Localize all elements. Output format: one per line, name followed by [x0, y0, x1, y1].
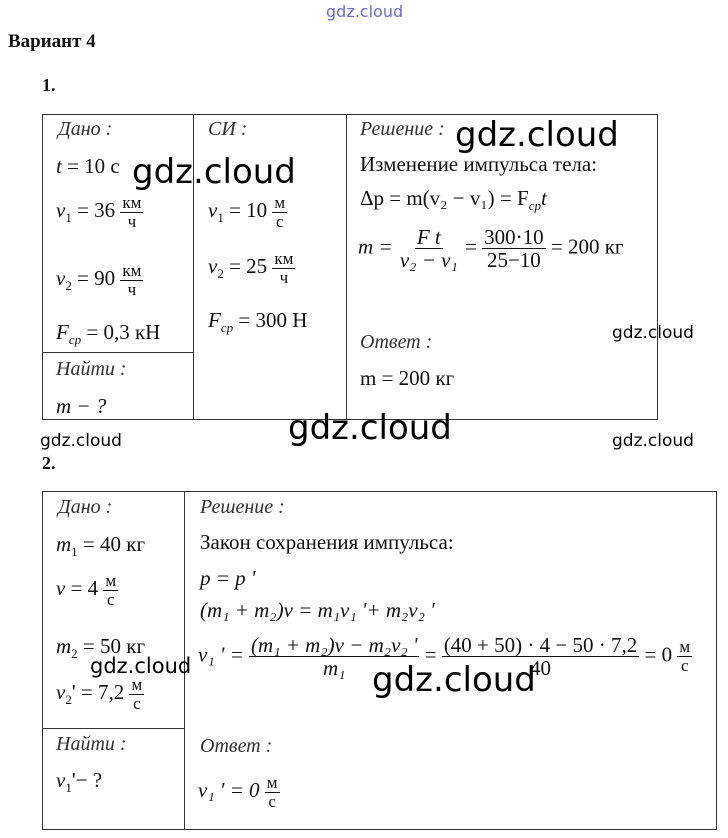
p1-solution-header: Решение :	[360, 118, 445, 140]
p1-si-header: СИ :	[208, 118, 248, 140]
watermark[interactable]: gdz.cloud	[612, 431, 694, 451]
p2-eq3: v₁ ' = $\frac{\text{(m₁ + m₂)v − m₂v₂ '}}{\text{m₁}}$ = $\frac{(40 + 50) \cdot 4 - 50 \cdot 7,2}{40}$ = 0 $\frac{м}{с}$	[198, 633, 691, 681]
p1-divider-2	[346, 114, 347, 420]
watermark[interactable]: gdz.cloud	[612, 323, 694, 343]
watermark-top[interactable]: gdz.cloud	[326, 2, 404, 21]
p2-solution-header: Решение :	[200, 496, 285, 518]
p1-given-t: t = 10 с	[56, 154, 120, 178]
watermark[interactable]: gdz.cloud	[40, 431, 122, 451]
p2-given-header: Дано :	[58, 496, 113, 518]
p1-given-header: Дано :	[58, 118, 113, 140]
p1-find: m − ?	[56, 394, 107, 418]
p1-given-v2: $v_2 = 90$ $\frac{км}{ч}$	[56, 261, 142, 299]
p1-eq2: m = $\frac{\text{F t}}{\text{v₂ − v₁}}$ = $\frac{300\cdot 10}{25-10}$ = 200 кг	[358, 225, 624, 273]
p1-answer: m = 200 кг	[360, 366, 455, 390]
p1-eq1: $\Delta p = m(v_2 - v_1) = F_{ср}t$	[360, 186, 547, 213]
p2-find: $v_1'-$ ?	[56, 768, 103, 795]
p1-si-v1: $v_1 = 10$ $\frac{м}{с}$	[208, 193, 286, 231]
watermark[interactable]: gdz.cloud	[132, 152, 296, 192]
p1-find-header: Найти :	[56, 358, 127, 380]
watermark[interactable]: gdz.cloud	[372, 660, 536, 700]
watermark[interactable]: gdz.cloud	[455, 115, 619, 155]
p2-given-m1: $m_1 = 40$ кг	[56, 532, 146, 559]
p1-solution-line1: Изменение импульса тела:	[360, 152, 598, 176]
p2-given-v2: $v_2' = 7,2$ $\frac{м}{с}$	[56, 675, 143, 713]
p1-si-F: $F_{ср} = 300$ Н	[208, 308, 308, 335]
p1-si-v2: $v_2 = 25$ $\frac{км}{ч}$	[208, 249, 294, 287]
p2-given-m2: $m_2 = 50$ кг	[56, 634, 146, 661]
p2-answer: v₁ ' = 0 $\frac{м}{с}$	[198, 773, 278, 811]
variant-title: Вариант 4	[8, 31, 96, 52]
p2-find-divider	[42, 728, 185, 729]
p2-eq1: p = p '	[200, 566, 256, 590]
p2-find-header: Найти :	[56, 733, 127, 755]
p2-given-v: v = 4 $\frac{м}{с}$	[56, 571, 117, 609]
p1-answer-header: Ответ :	[360, 331, 433, 353]
problem-2-number: 2.	[42, 453, 56, 473]
p1-given-v1: $v_1 = 36$ $\frac{км}{ч}$	[56, 193, 142, 231]
watermark[interactable]: gdz.cloud	[90, 654, 192, 678]
p2-solution-line1: Закон сохранения импульса:	[200, 530, 454, 554]
problem-1-number: 1.	[42, 75, 56, 95]
p1-find-divider	[42, 352, 194, 353]
p2-eq2: (m₁ + m₂)v = m₁v₁ '+ m₂v₂ '	[200, 598, 435, 622]
p1-given-F: $F_{ср} = 0,3$ кН	[56, 320, 161, 347]
watermark[interactable]: gdz.cloud	[288, 408, 452, 448]
p2-answer-header: Ответ :	[200, 735, 273, 757]
